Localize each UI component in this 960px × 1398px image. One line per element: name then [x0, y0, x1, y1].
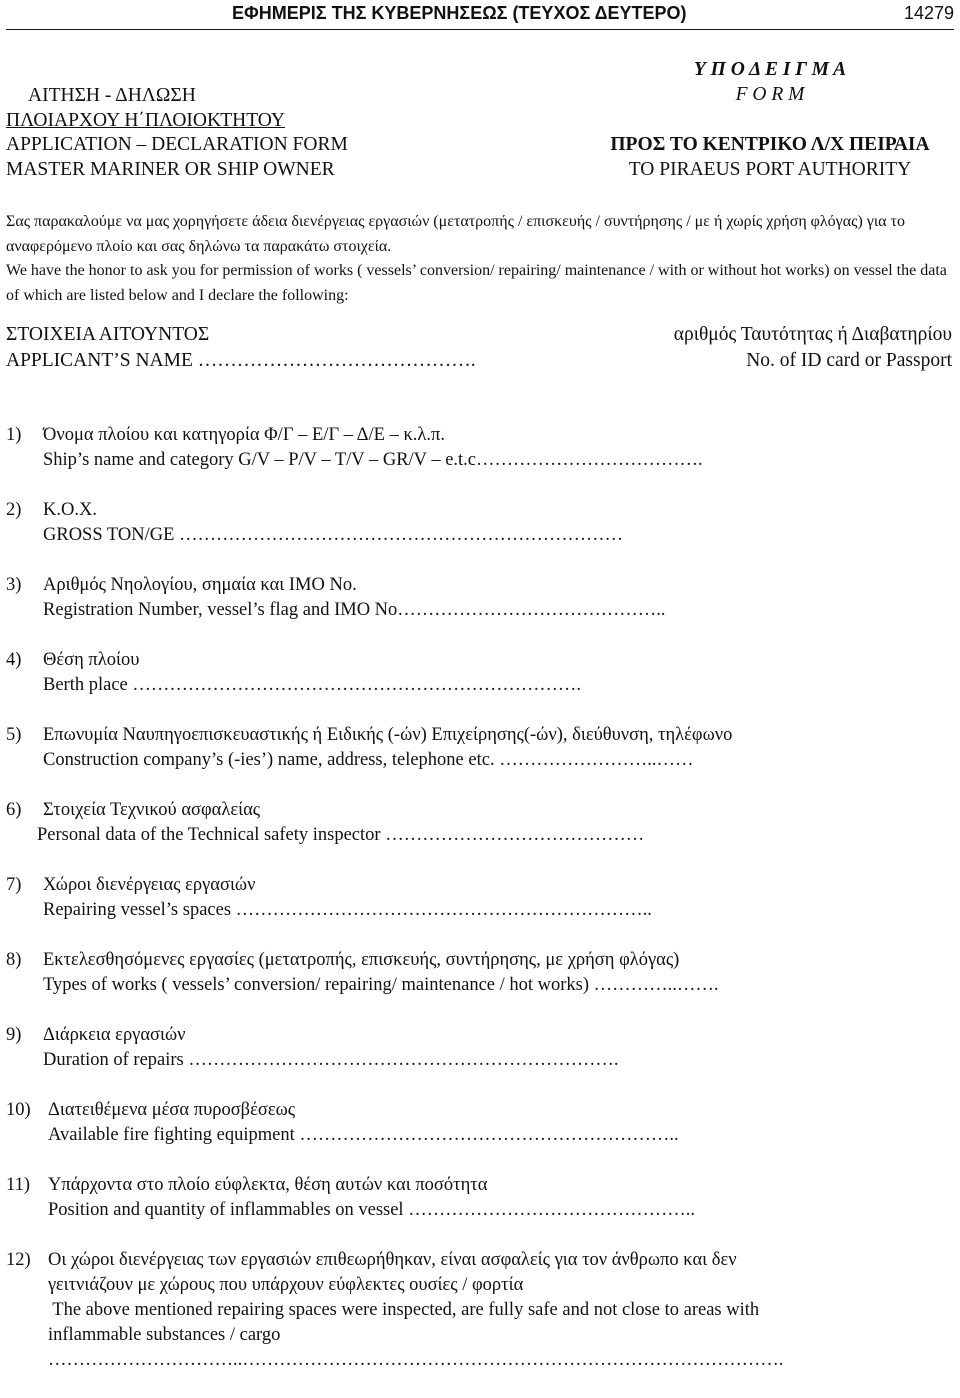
form-item-6: 6) Στοιχεία Τεχνικού ασφαλείας Personal data of the Technical safety inspector …………………………………… — [6, 798, 954, 848]
gazette-title: ΕΦΗΜΕΡΙΣ ΤΗΣ ΚΥΒΕΡΝΗΣΕΩΣ (ΤΕΥΧΟΣ ΔΕΥΤΕΡΟ) — [232, 3, 687, 23]
item-field-en[interactable]: Registration Number, vessel’s flag and IMO No…………………………………….. — [43, 600, 666, 620]
form-item-12: 12) Οι χώροι διενέργειας των εργασιών επιθεωρήθηκαν, είναι ασφαλείς για τον άνθρωπο και δεν γειτνιάζουν με χώρους που υπάρχουν εύφλεκτες ουσίες / φορτία The above mentioned repairing spaces were inspected, are fully safe and not close to areas with inflammable substances / cargo …………………………..……………………………………………………………………………. — [6, 1248, 954, 1373]
item-field-dots[interactable]: …………………………..……………………………………………………………………………. — [48, 1350, 784, 1370]
item-field-en[interactable]: Repairing vessel’s spaces ………………………………………………………….. — [43, 900, 652, 920]
form-item-4: 4) Θέση πλοίου Berth place ………………………………………………………………. — [6, 648, 954, 698]
title-recipient-en: TO PIRAEUS PORT AUTHORITY — [628, 158, 912, 180]
applicant-section — [6, 322, 954, 374]
title-application-en: APPLICATION – DECLARATION FORM — [6, 134, 348, 155]
item-label-gr: Χώροι διενέργειας εργασιών — [43, 875, 256, 895]
title-recipient-gr: ΠΡΟΣ ΤΟ ΚΕΝΤΡΙΚΟ Λ/Χ ΠΕΙΡΑΙΑ — [610, 134, 930, 155]
form-items — [6, 423, 954, 1398]
item-label-gr: Εκτελεσθησόμενες εργασίες (μετατροπής, επισκευής, συντήρησης, με χρήση φλόγας) — [43, 950, 680, 970]
form-item-1: 1) Όνομα πλοίου και κατηγορία Φ/Γ – Ε/Γ – Δ/Ε – κ.λ.π. Ship’s name and category G/V – P/V – T/V – GR/V – e.t.c………………………………. — [6, 423, 954, 473]
item-label-gr: Στοιχεία Τεχνικού ασφαλείας — [43, 800, 261, 820]
form-item-5: 5) Επωνυμία Ναυπηγοεπισκευαστικής ή Ειδικής (-ών) Επιχείρησης(-ών), διεύθυνση, τηλέφωνο Construction company’s (-ies’) name, address, telephone etc. ……………………..…… — [6, 723, 954, 773]
item-field-en[interactable]: Available fire fighting equipment …………………………………………………….. — [48, 1125, 679, 1145]
item-label-gr: Οι χώροι διενέργειας των εργασιών επιθεωρήθηκαν, είναι ασφαλείς για τον άνθρωπο και δεν — [48, 1250, 737, 1270]
item-label-gr: Επωνυμία Ναυπηγοεπισκευαστικής ή Ειδικής (-ών) Επιχείρησης(-ών), διεύθυνση, τηλέφωνο — [43, 725, 733, 745]
applicant-id-label-gr: αριθμός Ταυτότητας ή Διαβατηρίου — [673, 324, 952, 345]
item-label-en-cont: inflammable substances / cargo — [48, 1325, 281, 1345]
item-field-en[interactable]: Personal data of the Technical safety inspector …………………………………… — [37, 825, 645, 845]
header-divider — [6, 29, 954, 30]
form-title-left — [6, 84, 348, 182]
title-sample-gr: Υ Π Ο Δ Ε Ι Γ Μ Α — [693, 59, 847, 80]
item-label-gr: Υπάρχοντα στο πλοίο εύφλεκτα, θέση αυτών και ποσότητα — [48, 1175, 488, 1195]
title-application-gr: ΑΙΤΗΣΗ - ΔΗΛΩΣΗ — [28, 85, 196, 106]
item-field-en[interactable]: Ship’s name and category G/V – P/V – T/V – GR/V – e.t.c………………………………. — [43, 450, 703, 470]
applicant-label-gr: ΣΤΟΙΧΕΙΑ ΑΙΤΟΥΝΤΟΣ — [6, 324, 210, 345]
item-label-gr: Θέση πλοίου — [43, 650, 140, 670]
item-field-en[interactable]: Duration of repairs ……………………………………………………………. — [43, 1050, 619, 1070]
form-item-9: 9) Διάρκεια εργασιών Duration of repairs ……………………………………………………………. — [6, 1023, 954, 1073]
intro-english: We have the honor to ask you for permission of works ( vessels’ conversion/ repairing/ maintenance / with or without hot works) on vessel the data of which are listed below and I declare the following: — [6, 262, 947, 304]
form-item-10: 10) Διατειθέμενα μέσα πυροσβέσεως Available fire fighting equipment …………………………………………………….. — [6, 1098, 954, 1148]
form-title-right — [590, 58, 950, 182]
page-number: 14279 — [903, 3, 954, 23]
item-label-gr: Διάρκεια εργασιών — [43, 1025, 186, 1045]
item-field-en[interactable]: Types of works ( vessels’ conversion/ repairing/ maintenance / hot works) …………..……. — [43, 975, 719, 995]
item-label-gr-cont: γειτνιάζουν με χώρους που υπάρχουν εύφλεκτες ουσίες / φορτία — [48, 1275, 524, 1295]
title-master-gr: ΠΛΟΙΑΡΧΟΥ Η΄ΠΛΟΙΟΚΤΗΤΟΥ — [6, 109, 285, 131]
form-item-3: 3) Αριθμός Νηολογίου, σημαία και IMO No. Registration Number, vessel’s flag and IMO No…………………………………….. — [6, 573, 954, 623]
item-label-gr: Αριθμός Νηολογίου, σημαία και IMO No. — [43, 575, 357, 595]
item-label-gr: K.O.X. — [43, 500, 97, 520]
intro-greek: Σας παρακαλούμε να μας χορηγήσετε άδεια διενέργειας εργασιών (μετατροπής / επισκευής / συντήρησης / με ή χωρίς χρήση φλόγας) για το αναφερόμενο πλοίο και σας δηλώνω τα παρακάτω στοιχεία. — [6, 213, 905, 255]
applicant-id-field[interactable]: No. of ID card or Passport — [746, 350, 952, 371]
intro-text — [6, 210, 954, 308]
form-item-7: 7) Χώροι διενέργειας εργασιών Repairing vessel’s spaces ………………………………………………………….. — [6, 873, 954, 923]
item-field-en[interactable]: GROSS TON/GE ……………………………………………………………… — [43, 525, 624, 545]
item-label-en: The above mentioned repairing spaces were inspected, are fully safe and not close to areas with — [48, 1300, 760, 1320]
form-item-2: 2) K.O.X. GROSS TON/GE ……………………………………………………………… — [6, 498, 954, 548]
page-header — [0, 0, 960, 26]
form-item-11: 11) Υπάρχοντα στο πλοίο εύφλεκτα, θέση αυτών και ποσότητα Position and quantity of inflammables on vessel ……………………………………….. — [6, 1173, 954, 1223]
item-label-gr: Όνομα πλοίου και κατηγορία Φ/Γ – Ε/Γ – Δ/Ε – κ.λ.π. — [43, 425, 445, 445]
title-master-en: MASTER MARINER OR SHIP OWNER — [6, 158, 335, 180]
applicant-name-field[interactable]: APPLICANT’S NAME ……………………………………. — [6, 350, 476, 371]
title-sample-en: F O R M — [735, 83, 805, 105]
item-field-en[interactable]: Construction company’s (-ies’) name, address, telephone etc. ……………………..…… — [43, 750, 694, 770]
item-field-en[interactable]: Position and quantity of inflammables on vessel ……………………………………….. — [48, 1200, 695, 1220]
item-field-en[interactable]: Berth place ………………………………………………………………. — [43, 675, 581, 695]
item-label-gr: Διατειθέμενα μέσα πυροσβέσεως — [48, 1100, 296, 1120]
form-item-8: 8) Εκτελεσθησόμενες εργασίες (μετατροπής, επισκευής, συντήρησης, με χρήση φλόγας) Types of works ( vessels’ conversion/ repairing/ maintenance / hot works) …………..……. — [6, 948, 954, 998]
